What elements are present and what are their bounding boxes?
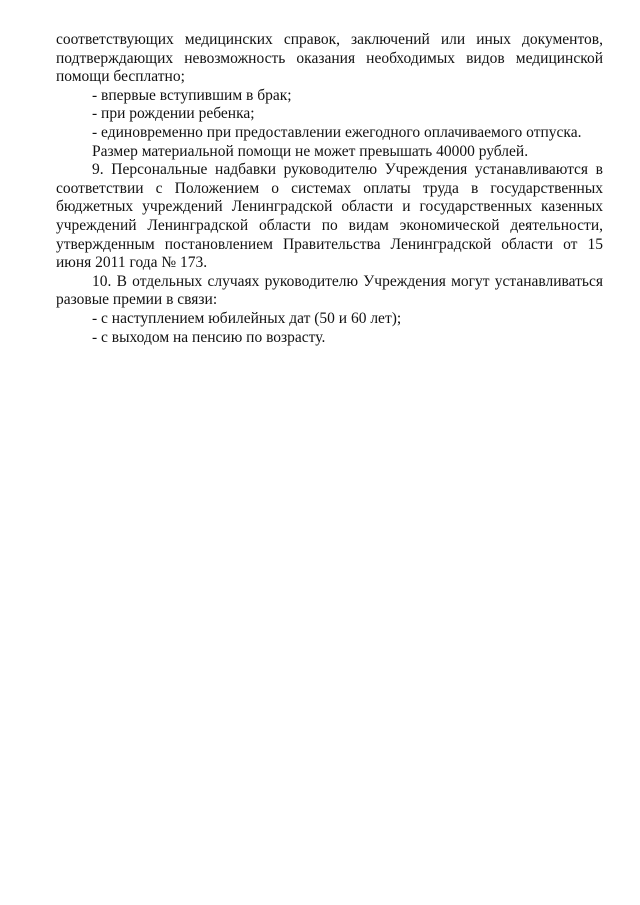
list-item: - впервые вступившим в брак; xyxy=(92,86,292,104)
paragraph-continuation: соответствующих медицинских справок, заключений или иных документов, подтверждающих невозможность оказания необходимых видов медицинской помощи бесплатно; xyxy=(56,31,603,86)
paragraph-limit: Размер материальной помощи не может превышать 40000 рублей. xyxy=(92,142,529,160)
list-item: - с наступлением юбилейных дат (50 и 60 лет); xyxy=(92,309,402,327)
paragraph-clause-10: 10. В отдельных случаях руководителю Учреждения могут устанавливаться разовые премии в связи: xyxy=(56,272,603,309)
list-item: - единовременно при предоставлении ежегодного оплачиваемого отпуска. xyxy=(92,123,582,141)
paragraph-clause-9: 9. Персональные надбавки руководителю Учреждения устанавливаются в соответствии с Положением о системах оплаты труда в государственных бюджетных учреждений Ленинградской области и государственных казенных учреждений Ленинградской области по видам экономической деятельности, утвержденным постановлением Правительства Ленинградской области от 15 июня 2011 года № 173. xyxy=(56,161,603,272)
list-item: - при рождении ребенка; xyxy=(92,105,255,123)
list-item: - с выходом на пенсию по возрасту. xyxy=(92,328,326,346)
